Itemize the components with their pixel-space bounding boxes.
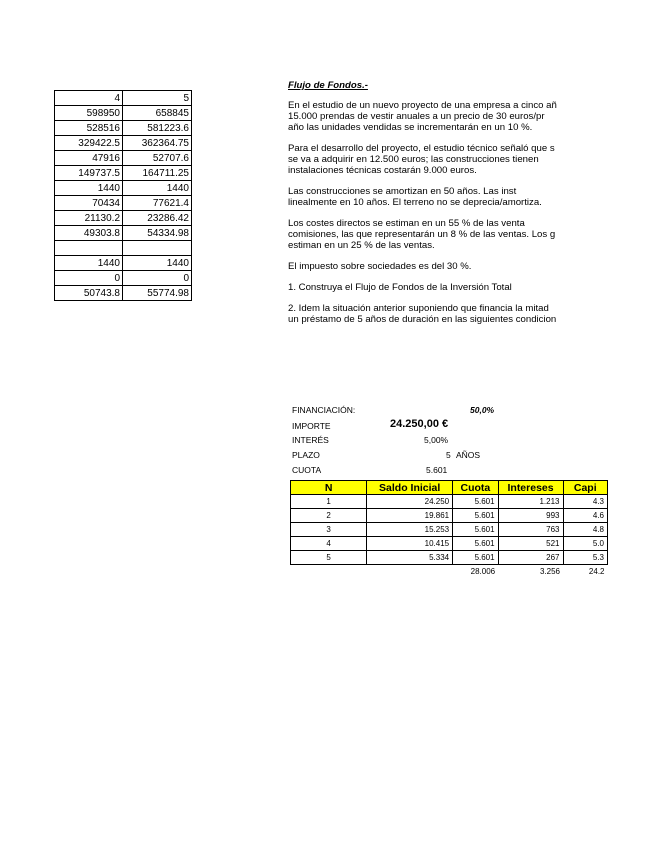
left-table-cell (123, 241, 192, 256)
text-line: se va a adquirir en 12.500 euros; las construcciones tienen (288, 154, 539, 165)
loan-table-header: Saldo Inicial (367, 481, 453, 495)
loan-total-cell: 3.256 (539, 567, 561, 576)
left-values-table (54, 90, 192, 301)
loan-table-cell: 4.3 (563, 495, 607, 509)
left-table-row (55, 226, 192, 241)
left-table-row (55, 166, 192, 181)
left-table-cell: 1440 (123, 181, 192, 196)
loan-table-cell: 5.601 (453, 537, 498, 551)
left-table-cell: 70434 (55, 196, 123, 211)
loan-table-cell: 24.250 (367, 495, 453, 509)
left-table-row (55, 121, 192, 136)
loan-table-cell: 1.213 (498, 495, 563, 509)
interes-label: INTERÉS (292, 435, 329, 445)
loan-table-cell: 763 (498, 523, 563, 537)
loan-table-cell: 5.3 (563, 551, 607, 565)
loan-table-row (291, 537, 608, 551)
text-line: 1. Construya el Flujo de Fondos de la Inversión Total (288, 282, 512, 293)
left-table-cell: 149737.5 (55, 166, 123, 181)
loan-table-header: Intereses (498, 481, 563, 495)
left-table-cell: 1440 (55, 256, 123, 271)
loan-table-cell: 521 (498, 537, 563, 551)
text-line: linealmente en 10 años. El terreno no se deprecia/amortiza. (288, 197, 542, 208)
interes-value: 5,00% (424, 435, 449, 445)
plazo-value: 5 (446, 450, 451, 460)
loan-table-header: Capi (563, 481, 607, 495)
loan-table-row (291, 523, 608, 537)
loan-table-row (291, 509, 608, 523)
left-table-cell: 49303.8 (55, 226, 123, 241)
loan-table-cell: 5.601 (453, 523, 498, 537)
text-paragraph (288, 100, 608, 133)
loan-total-cell (291, 565, 367, 579)
left-table-cell: 0 (55, 271, 123, 286)
text-line: estiman en un 25 % de las ventas. (288, 240, 435, 251)
financing-percent: 50,0% (470, 405, 495, 415)
financing-block (290, 404, 608, 579)
loan-table-cell: 4 (291, 537, 367, 551)
text-paragraph (288, 186, 608, 208)
loan-table-cell: 5.601 (453, 509, 498, 523)
text-line: Las construcciones se amortizan en 50 años. Las inst (288, 186, 517, 197)
loan-table-header: Cuota (453, 481, 498, 495)
cuota-label: CUOTA (292, 465, 322, 475)
text-line: año las unidades vendidas se incrementarán en un 10 %. (288, 122, 533, 133)
loan-total-cell: 24.2 (588, 567, 605, 576)
left-table-cell: 528516 (55, 121, 123, 136)
loan-table-cell: 2 (291, 509, 367, 523)
left-table-cell: 5 (123, 91, 192, 106)
left-table-row (55, 286, 192, 301)
text-paragraph (288, 218, 608, 251)
left-table-row (55, 256, 192, 271)
loan-total-cell: 28.006 (470, 567, 496, 576)
loan-table-row (291, 551, 608, 565)
left-table-row (55, 136, 192, 151)
loan-table-cell: 4.6 (563, 509, 607, 523)
loan-table-row (291, 495, 608, 509)
text-line: comisiones, las que representarán un 8 % de las ventas. Los g (288, 229, 556, 240)
left-table-row (55, 106, 192, 121)
loan-table-cell: 4.8 (563, 523, 607, 537)
loan-table-totals (291, 565, 608, 579)
text-line: un préstamo de 5 años de duración en las siguientes condicion (288, 314, 557, 325)
left-table-cell: 47916 (55, 151, 123, 166)
text-line: En el estudio de un nuevo proyecto de una empresa a cinco añ (288, 100, 557, 111)
left-table-cell: 329422.5 (55, 136, 123, 151)
loan-table-cell: 19.861 (367, 509, 453, 523)
importe-label: IMPORTE (292, 421, 331, 431)
left-table-cell: 1440 (55, 181, 123, 196)
left-table-cell: 4 (55, 91, 123, 106)
left-table-cell: 1440 (123, 256, 192, 271)
financiacion-label: FINANCIACIÓN: (292, 405, 356, 415)
loan-amortization-table (290, 480, 608, 578)
text-line: 15.000 prendas de vestir anuales a un precio de 30 euros/pr (288, 111, 545, 122)
loan-table-cell: 5.0 (563, 537, 607, 551)
loan-table-cell: 993 (498, 509, 563, 523)
text-line: Los costes directos se estiman en un 55 % de las venta (288, 218, 525, 229)
cuota-value: 5.601 (426, 465, 448, 475)
left-table-cell: 54334.98 (123, 226, 192, 241)
left-table-cell: 50743.8 (55, 286, 123, 301)
left-table-row (55, 241, 192, 256)
section-title: Flujo de Fondos.- (288, 80, 368, 91)
left-table-cell: 55774.98 (123, 286, 192, 301)
loan-table-cell: 10.415 (367, 537, 453, 551)
left-table-cell (55, 241, 123, 256)
left-table-cell: 77621.4 (123, 196, 192, 211)
text-line: instalaciones técnicas costarán 9.000 euros. (288, 165, 477, 176)
loan-table-cell: 1 (291, 495, 367, 509)
loan-table-cell: 5.601 (453, 551, 498, 565)
text-line: El impuesto sobre sociedades es del 30 %. (288, 261, 472, 272)
text-line: 2. Idem la situación anterior suponiendo que financia la mitad (288, 303, 549, 314)
loan-table-header: N (291, 481, 367, 495)
left-table-cell: 164711.25 (123, 166, 192, 181)
left-table-cell: 21130.2 (55, 211, 123, 226)
left-table-cell: 581223.6 (123, 121, 192, 136)
left-table-row (55, 151, 192, 166)
loan-table-cell: 3 (291, 523, 367, 537)
text-paragraph (288, 282, 608, 293)
left-table-row (55, 211, 192, 226)
text-paragraph (288, 261, 608, 272)
loan-total-cell (367, 565, 453, 579)
left-table-cell: 0 (123, 271, 192, 286)
importe-value: 24.250,00 € (390, 418, 449, 430)
text-line: Para el desarrollo del proyecto, el estudio técnico señaló que s (288, 143, 555, 154)
left-table-row (55, 91, 192, 106)
left-table-row (55, 271, 192, 286)
plazo-unit: AÑOS (456, 450, 481, 460)
text-paragraph (288, 303, 608, 325)
loan-table-cell: 267 (498, 551, 563, 565)
left-table-cell: 52707.6 (123, 151, 192, 166)
left-table-cell: 598950 (55, 106, 123, 121)
left-table-row (55, 181, 192, 196)
left-table-row (55, 196, 192, 211)
loan-table-cell: 5.601 (453, 495, 498, 509)
left-table-cell: 658845 (123, 106, 192, 121)
text-paragraph (288, 143, 608, 176)
plazo-label: PLAZO (292, 450, 320, 460)
left-table-cell: 362364.75 (123, 136, 192, 151)
problem-text (288, 80, 608, 335)
loan-table-cell: 5.334 (367, 551, 453, 565)
loan-table-cell: 15.253 (367, 523, 453, 537)
left-table-cell: 23286.42 (123, 211, 192, 226)
loan-table-cell: 5 (291, 551, 367, 565)
